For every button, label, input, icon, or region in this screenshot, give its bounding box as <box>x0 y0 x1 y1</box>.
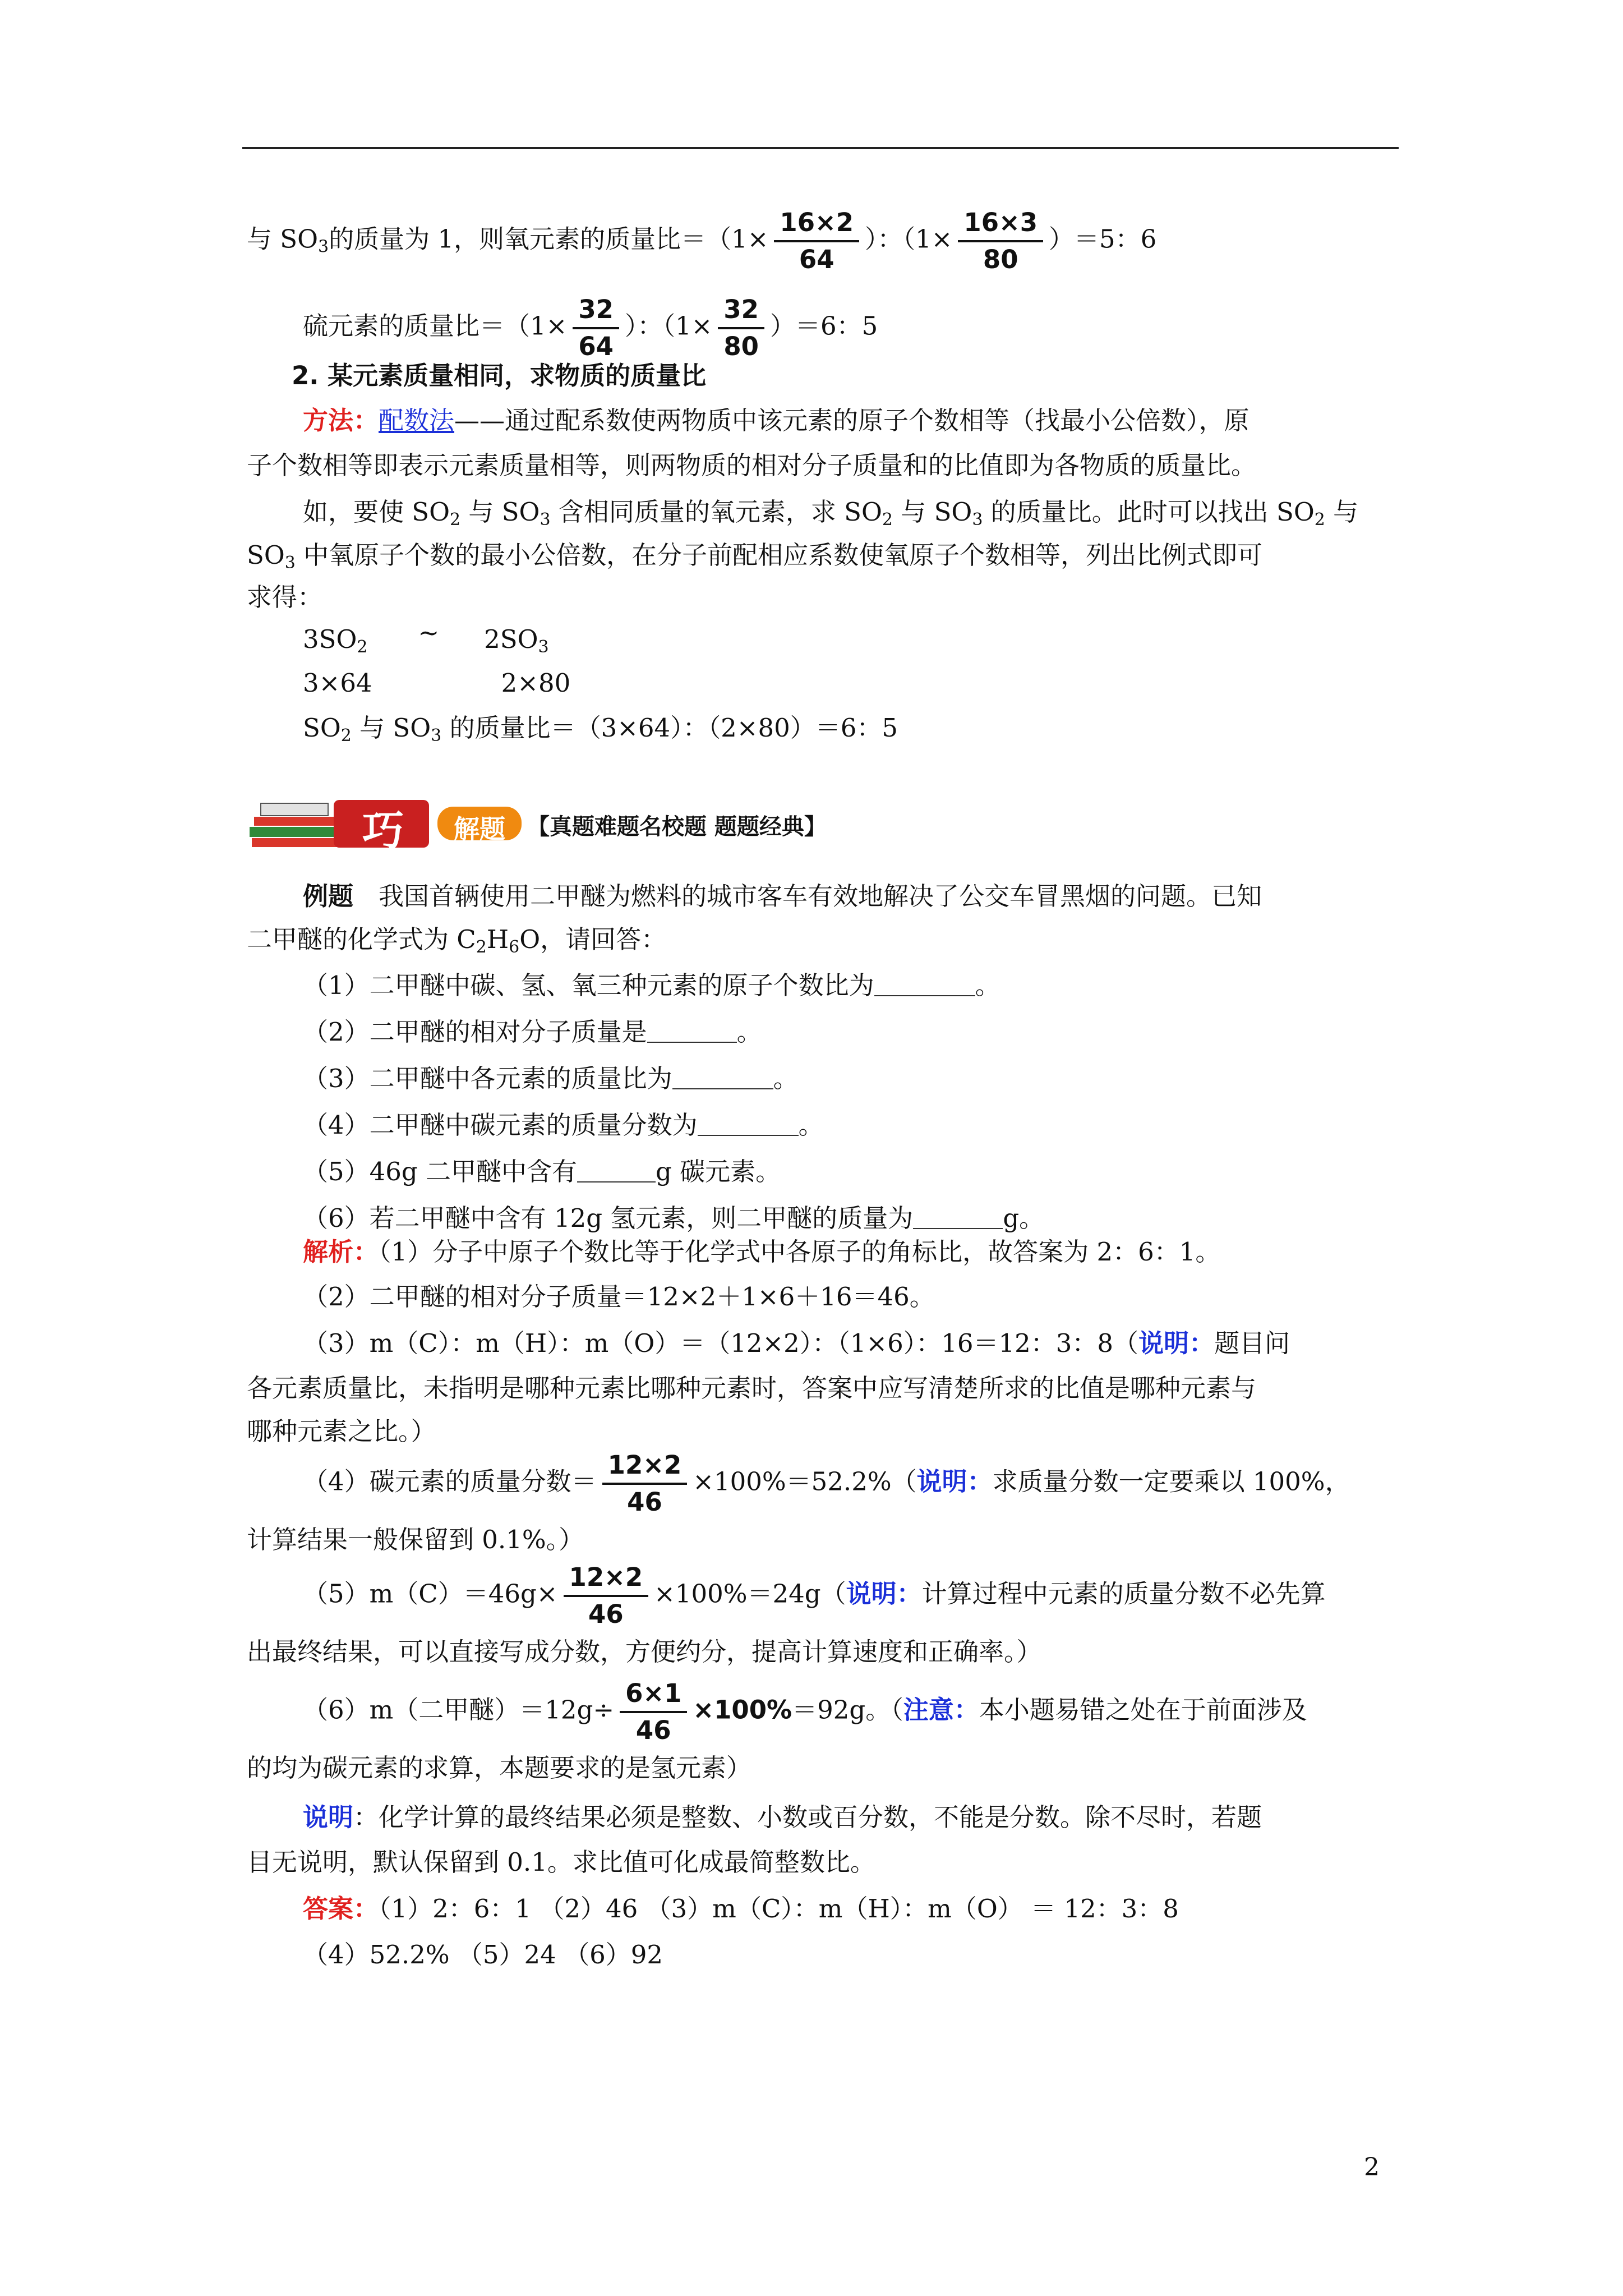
answer-blank[interactable] <box>874 973 975 996</box>
answer-blank[interactable] <box>913 1205 1003 1229</box>
section-banner <box>250 795 945 855</box>
example-line-1: 如，要使 $SO_2$ 与 $SO_3$ 含相同质量的氧元素，求 $SO_2$ 与 $SO_3$ 的质量比。此时可以找出 $SO_2$ 与 <box>303 497 1359 530</box>
analysis-6-line-2: 的均为碳元素的求算，本题要求的是氢元素） <box>247 1753 752 1783</box>
page-number: 2 <box>1364 2153 1380 2182</box>
method-line: 方法：配数法——通过配系数使两物质中该元素的原子个数相等（找最小公倍数），原 <box>303 406 1249 435</box>
analysis-2: （2）二甲醚的相对分子质量＝12×2＋1×6＋16＝46。 <box>303 1282 935 1312</box>
answer-blank[interactable] <box>647 1019 737 1043</box>
equation-line: $3SO_2$ ~ $2SO_3$ <box>303 618 549 657</box>
question-1: （1）二甲醚中碳、氢、氧三种元素的原子个数比为 。 <box>303 970 1000 1000</box>
example-intro: 例题 我国首辆使用二甲醚为燃料的城市客车有效地解决了公交车冒黑烟的问题。已知 <box>303 881 1262 911</box>
analysis-4: （4）碳元素的质量分数＝ $\frac{12\times 2}{46}$ ×100%＝52.2%（说明：求质量分数一定要乘以 100%， <box>303 1450 1350 1517</box>
fraction: $\frac{12\times 2}{46}$ <box>564 1562 649 1630</box>
answer-blank[interactable] <box>577 1159 656 1182</box>
analysis-1: 解析：（1）分子中原子个数比等于化学式中各原子的角标比，故答案为 2：6：1。 <box>303 1237 1221 1267</box>
note-line-2: 目无说明，默认保留到 0.1。求比值可化成最简整数比。 <box>247 1847 875 1877</box>
answer-line-1: 答案：（1）2：6：1 （2）46 （3）m（C）：m（H）：m（O） ＝ 12：3：8 <box>303 1894 1179 1924</box>
answer-blank[interactable] <box>672 1066 773 1089</box>
analysis-6: （6）m（二甲醚）＝12g÷ $\frac{6\times 1}{46}$ ×100%＝92g。（注意：本小题易错之处在于前面涉及 <box>303 1678 1307 1745</box>
fraction: $\frac{6\times 1}{46}$ <box>620 1678 687 1746</box>
ratio-line: $SO_2$ 与 $SO_3$ 的质量比＝（3×64）：（2×80）＝6：5 <box>303 713 898 746</box>
question-5: （5）46g 二甲醚中含有 g 碳元素。 <box>303 1157 781 1186</box>
oxygen-ratio-line: 与 $SO_3$的质量为 1，则氧元素的质量比＝（1× $\frac{16\times 2}{64}$ ）：（1× $\frac{16\times 3}{80}$ ）＝5：6 <box>247 208 1157 274</box>
mass-line: 3×64 2×80 <box>303 668 571 698</box>
method-line-2: 子个数相等即表示元素质量相等，则两物质的相对分子质量和的比值即为各物质的质量比。 <box>247 450 1257 480</box>
banner-logo-char: 巧 <box>362 807 404 855</box>
analysis-3: （3）m（C）：m（H）：m（O）＝（12×2）：（1×6）：16＝12：3：8（说明：题目问 <box>303 1328 1290 1358</box>
analysis-5-line-2: 出最终结果，可以直接写成分数，方便约分，提高计算速度和正确率。） <box>247 1637 1042 1667</box>
fraction: $\frac{12\times 2}{46}$ <box>602 1450 688 1517</box>
banner-jieti: 解题 <box>454 814 505 844</box>
fraction: $\frac{16\times 2}{64}$ <box>774 208 859 275</box>
header-rule <box>242 147 1399 149</box>
example-line-3: 求得： <box>247 582 323 612</box>
section-heading: 2. 某元素质量相同，求物质的质量比 <box>292 361 707 390</box>
question-6: （6）若二甲醚中含有 12g 氢元素，则二甲醚的质量为 g。 <box>303 1203 1045 1233</box>
fraction: $\frac{32}{80}$ <box>718 295 764 362</box>
analysis-3-line-2: 各元素质量比，未指明是哪种元素比哪种元素时，答案中应写清楚所求的比值是哪种元素与 <box>247 1373 1257 1403</box>
analysis-4-line-2: 计算结果一般保留到 0.1%。） <box>247 1525 584 1554</box>
banner-tagline: 【真题难题名校题 题题经典】 <box>527 814 827 840</box>
analysis-3-line-3: 哪种元素之比。） <box>247 1416 436 1446</box>
answer-blank[interactable] <box>698 1112 799 1136</box>
answer-line-2: （4）52.2% （5）24 （6）92 <box>303 1940 663 1970</box>
sulfur-ratio-line: 硫元素的质量比＝（1× $\frac{32}{64}$ ）：（1× $\frac{32}{80}$ ）＝6：5 <box>303 295 878 361</box>
fraction: $\frac{16\times 3}{80}$ <box>958 208 1043 275</box>
example-intro-2: 二甲醚的化学式为 $C_2H_6O$，请回答： <box>247 924 667 957</box>
question-2: （2）二甲醚的相对分子质量是 。 <box>303 1017 762 1047</box>
example-line-2: $SO_3$ 中氧原子个数的最小公倍数，在分子前配相应系数使氧原子个数相等，列出比例式即可 <box>247 540 1263 573</box>
question-4: （4）二甲醚中碳元素的质量分数为 。 <box>303 1110 824 1140</box>
analysis-5: （5）m（C）＝46g× $\frac{12\times 2}{46}$ ×100%＝24g（说明：计算过程中元素的质量分数不必先算 <box>303 1562 1326 1629</box>
note: 说明：化学计算的最终结果必须是整数、小数或百分数，不能是分数。除不尽时，若题 <box>303 1802 1262 1832</box>
fraction: $\frac{32}{64}$ <box>573 295 619 362</box>
question-3: （3）二甲醚中各元素的质量比为 。 <box>303 1064 799 1093</box>
method-link[interactable]: 配数法 <box>379 406 455 435</box>
